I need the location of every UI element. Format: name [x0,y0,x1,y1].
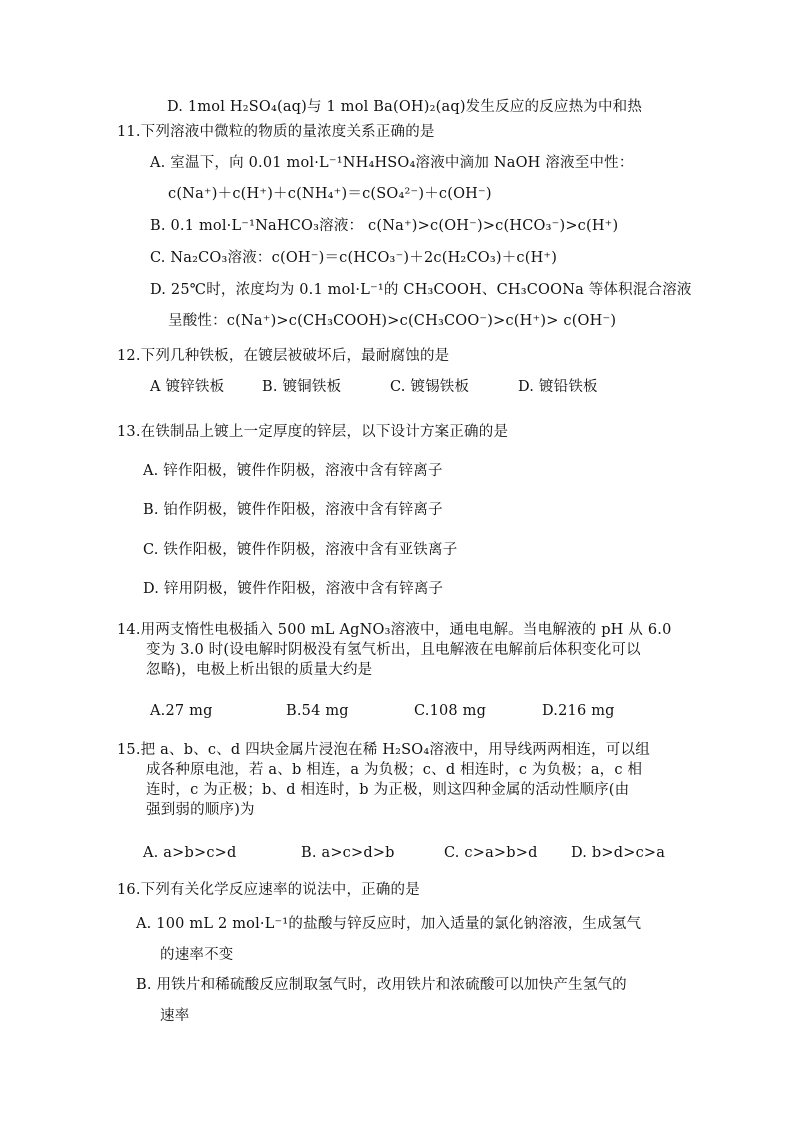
q12-option-a: A 镀锌铁板 [150,379,225,395]
q15-options [143,843,665,863]
q13-option-a: A. 锌作阳极，镀件作阴极，溶液中含有锌离子 [143,463,443,479]
q11-option-c: C. Na₂CO₃溶液：c(OH⁻)＝c(HCO₃⁻)＋2c(H₂CO₃)＋c(H⁺) [150,250,558,266]
question-15-line2: 成各种原电池，若 a、b 相连，a 为负极；c、d 相连时，c 为负极；a，c 相 [146,762,643,778]
q11-option-a-line1: A. 室温下，向 0.01 mol·L⁻¹NH₄HSO₄溶液中滴加 NaOH 溶液至中性： [150,155,634,171]
q14-option-b: B.54 mg [286,703,349,719]
q14-options [150,701,615,721]
q14-option-c: C.108 mg [414,703,487,719]
question-14-line3: 忽略)，电极上析出银的质量大约是 [146,662,373,678]
question-15-line3: 连时，c 为正极；b、d 相连时，b 为正极，则这四种金属的活动性顺序(由 [146,782,630,798]
q12-option-d: D. 镀铅铁板 [518,379,598,395]
q15-option-b: B. a>c>d>b [301,845,395,861]
q10-option-d: D. 1mol H₂SO₄(aq)与 1 mol Ba(OH)₂(aq)发生反应的反应热为中和热 [167,99,643,115]
q16-option-a-line1: A. 100 mL 2 mol·L⁻¹的盐酸与锌反应时，加入适量的氯化钠溶液，生成氢气 [136,916,642,932]
question-11-stem: 11.下列溶液中微粒的物质的量浓度关系正确的是 [117,124,435,140]
q12-option-b: B. 镀铜铁板 [262,379,342,395]
q14-option-d: D.216 mg [542,703,615,719]
question-15-line1: 15.把 a、b、c、d 四块金属片浸泡在稀 H₂SO₄溶液中，用导线两两相连，可以组 [117,742,650,758]
question-16-stem: 16.下列有关化学反应速率的说法中，正确的是 [117,882,420,898]
question-15-line4: 强到弱的顺序)为 [146,802,255,818]
q11-option-d-line2: 呈酸性：c(Na⁺)>c(CH₃COOH)>c(CH₃COO⁻)>c(H⁺)> c(OH⁻) [168,313,617,329]
q11-option-a-line2: c(Na⁺)＋c(H⁺)＋c(NH₄⁺)＝c(SO₄²⁻)＋c(OH⁻) [168,186,492,202]
question-13-stem: 13.在铁制品上镀上一定厚度的锌层，以下设计方案正确的是 [117,424,509,440]
question-14-line2: 变为 3.0 时(设电解时阴极没有氢气析出，且电解液在电解前后体积变化可以 [146,642,641,658]
q11-option-d-line1: D. 25℃时，浓度均为 0.1 mol·L⁻¹的 CH₃COOH、CH₃COONa 等体积混合溶液 [150,282,692,298]
q13-option-c: C. 铁作阳极，镀件作阴极，溶液中含有亚铁离子 [143,542,458,558]
q12-option-c: C. 镀锡铁板 [390,379,470,395]
q16-option-b-line2: 速率 [160,1008,190,1024]
q16-option-a-line2: 的速率不变 [160,947,234,963]
q13-option-d: D. 锌用阴极，镀件作阳极，溶液中含有锌离子 [143,581,444,597]
q15-option-c: C. c>a>b>d [444,845,538,861]
question-12-stem: 12.下列几种铁板，在镀层被破坏后，最耐腐蚀的是 [117,348,450,364]
q13-option-b: B. 铂作阴极，镀件作阳极，溶液中含有锌离子 [143,502,443,518]
q16-option-b-line1: B. 用铁片和稀硫酸反应制取氢气时，改用铁片和浓硫酸可以加快产生氢气的 [136,977,627,993]
q11-option-b: B. 0.1 mol·L⁻¹NaHCO₃溶液： c(Na⁺)>c(OH⁻)>c(HCO₃⁻)>c(H⁺) [150,218,619,234]
q12-options [150,377,598,397]
q15-option-d: D. b>d>c>a [571,845,666,861]
q14-option-a: A.27 mg [150,703,213,719]
question-14-line1: 14.用两支惰性电极插入 500 mL AgNO₃溶液中，通电电解。当电解液的 pH 从 6.0 [117,622,672,638]
q15-option-a: A. a>b>c>d [143,845,237,861]
